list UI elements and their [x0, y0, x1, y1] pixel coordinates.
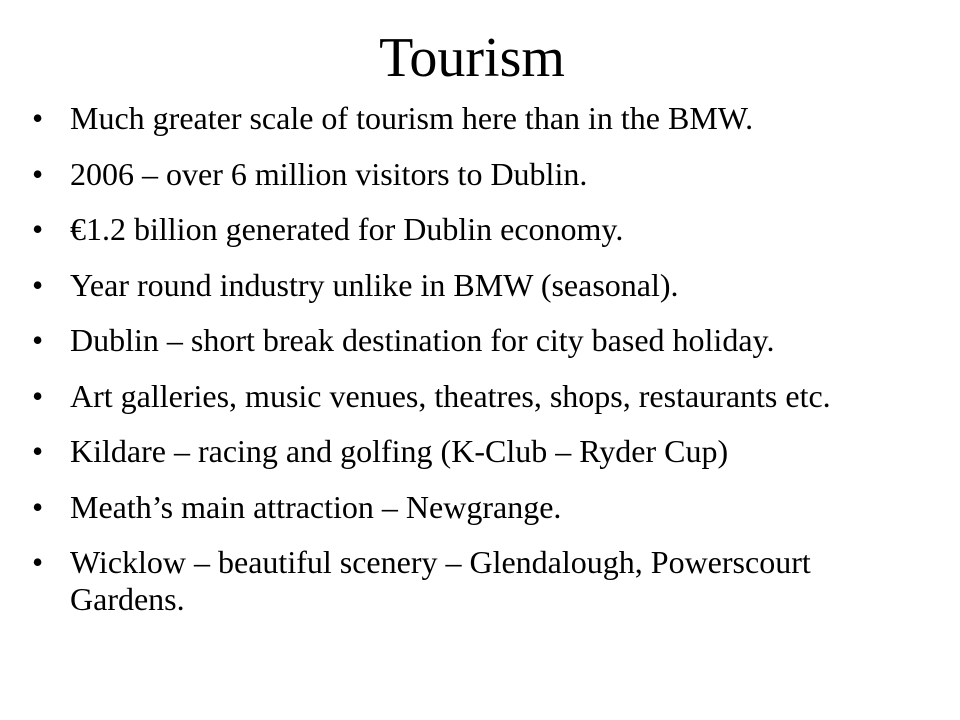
bullet-dot-icon: •: [32, 433, 44, 469]
bullet-text: Wicklow – beautiful scenery – Glendalough, Powerscourt Gardens.: [70, 544, 811, 617]
bullet-text: Year round industry unlike in BMW (seasonal).: [70, 266, 679, 303]
bullet-dot-icon: •: [32, 155, 44, 192]
bullet-item: [32, 544, 912, 618]
bullet-text: Dublin – short break destination for city based holiday.: [70, 322, 775, 358]
bullet-item: [32, 211, 912, 248]
bullet-dot-icon: •: [32, 488, 44, 525]
bullet-text: 2006 – over 6 million visitors to Dublin.: [70, 155, 588, 192]
bullet-dot-icon: •: [32, 100, 44, 136]
bullet-item: [32, 156, 912, 193]
bullet-text: Meath’s main attraction – Newgrange.: [70, 488, 562, 525]
bullet-item: [32, 322, 912, 359]
bullet-item: [32, 100, 912, 137]
bullet-text: Much greater scale of tourism here than in the BMW.: [70, 100, 754, 136]
slide-title: Tourism: [379, 27, 565, 89]
bullet-dot-icon: •: [32, 322, 44, 358]
bullet-item: [32, 489, 912, 526]
bullet-dot-icon: •: [32, 377, 44, 414]
bullet-text: Art galleries, music venues, theatres, shops, restaurants etc.: [70, 377, 831, 414]
bullet-dot-icon: •: [32, 211, 44, 247]
bullet-dot-icon: •: [32, 544, 44, 580]
bullet-text: €1.2 billion generated for Dublin economy.: [70, 211, 624, 247]
bullet-item: [32, 267, 912, 304]
bullet-text: Kildare – racing and golfing (K-Club – Ryder Cup): [70, 433, 729, 469]
bullet-dot-icon: •: [32, 266, 44, 303]
bullet-item: [32, 378, 912, 415]
bullet-list: [32, 100, 912, 637]
bullet-item: [32, 433, 912, 470]
